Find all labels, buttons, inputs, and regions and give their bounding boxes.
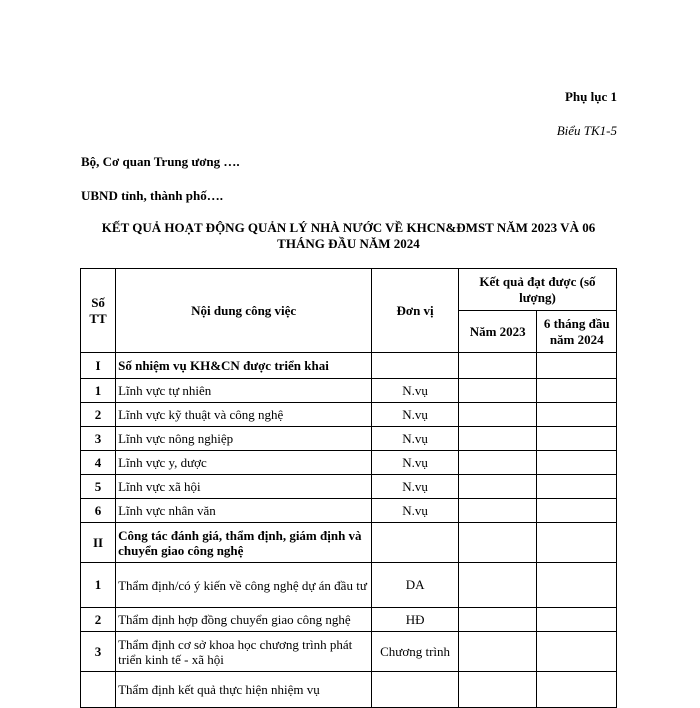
- table-row: [81, 608, 617, 632]
- row-content: Công tác đánh giá, thẩm định, giám định và chuyển giao công nghệ: [116, 523, 372, 563]
- table-row: [81, 353, 617, 379]
- row-stt: 6: [81, 499, 116, 523]
- header-content: Nội dung công việc: [116, 269, 372, 353]
- row-stt: 5: [81, 475, 116, 499]
- row-content: Lĩnh vực kỹ thuật và công nghệ: [116, 403, 372, 427]
- row-year-2023: [458, 451, 536, 475]
- table-row: [81, 379, 617, 403]
- row-year-2023: [458, 379, 536, 403]
- row-year-2023: [458, 499, 536, 523]
- table-row: [81, 475, 617, 499]
- row-unit: N.vụ: [372, 427, 459, 451]
- row-year-2023: [458, 672, 536, 708]
- row-stt: I: [81, 353, 116, 379]
- row-half-2024: [537, 499, 617, 523]
- row-unit: [372, 523, 459, 563]
- appendix-label: Phụ lục 1: [564, 89, 617, 104]
- form-code: Biểu TK1-5: [556, 123, 617, 138]
- row-content: Lĩnh vực xã hội: [116, 475, 372, 499]
- row-year-2023: [458, 475, 536, 499]
- row-half-2024: [537, 563, 617, 608]
- row-content: Số nhiệm vụ KH&CN được triển khai: [116, 353, 372, 379]
- province-line: UBND tỉnh, thành phố….: [81, 188, 223, 203]
- row-half-2024: [537, 608, 617, 632]
- row-half-2024: [537, 353, 617, 379]
- row-stt: 3: [81, 632, 116, 672]
- row-stt: 1: [81, 379, 116, 403]
- row-year-2023: [458, 403, 536, 427]
- ministry-line: Bộ, Cơ quan Trung ương ….: [81, 154, 240, 169]
- row-stt: 2: [81, 403, 116, 427]
- row-content: Thẩm định/có ý kiến về công nghệ dự án đầu tư: [116, 563, 372, 608]
- row-content: Thẩm định hợp đồng chuyển giao công nghệ: [116, 608, 372, 632]
- header-year-2023: Năm 2023: [458, 311, 536, 353]
- header-unit: Đơn vị: [372, 269, 459, 353]
- header-result: Kết quả đạt được (số lượng): [458, 269, 616, 311]
- row-stt: 3: [81, 427, 116, 451]
- table-row: [81, 403, 617, 427]
- row-content: Lĩnh vực tự nhiên: [116, 379, 372, 403]
- row-unit: DA: [372, 563, 459, 608]
- report-table: [80, 268, 617, 708]
- row-half-2024: [537, 451, 617, 475]
- row-half-2024: [537, 379, 617, 403]
- row-half-2024: [537, 403, 617, 427]
- row-unit: [372, 353, 459, 379]
- row-content: Lĩnh vực nông nghiệp: [116, 427, 372, 451]
- row-year-2023: [458, 523, 536, 563]
- row-stt: II: [81, 523, 116, 563]
- table-row: [81, 672, 617, 708]
- row-stt: 2: [81, 608, 116, 632]
- row-unit: N.vụ: [372, 475, 459, 499]
- row-unit: N.vụ: [372, 451, 459, 475]
- row-stt: [81, 672, 116, 708]
- row-unit: [372, 672, 459, 708]
- row-unit: N.vụ: [372, 403, 459, 427]
- table-row: [81, 632, 617, 672]
- row-year-2023: [458, 632, 536, 672]
- row-year-2023: [458, 563, 536, 608]
- row-half-2024: [537, 632, 617, 672]
- row-year-2023: [458, 427, 536, 451]
- row-stt: 1: [81, 563, 116, 608]
- row-unit: N.vụ: [372, 499, 459, 523]
- row-half-2024: [537, 523, 617, 563]
- table-row: [81, 523, 617, 563]
- table-row: [81, 563, 617, 608]
- row-half-2024: [537, 475, 617, 499]
- row-unit: N.vụ: [372, 379, 459, 403]
- row-year-2023: [458, 353, 536, 379]
- row-half-2024: [537, 427, 617, 451]
- table-row: [81, 499, 617, 523]
- header-half-2024: 6 tháng đầu năm 2024: [537, 311, 617, 353]
- row-content: Lĩnh vực nhân văn: [116, 499, 372, 523]
- table-row: [81, 451, 617, 475]
- row-half-2024: [537, 672, 617, 708]
- row-content: Thẩm định kết quả thực hiện nhiệm vụ: [116, 672, 372, 708]
- row-content: Lĩnh vực y, dược: [116, 451, 372, 475]
- report-title: KẾT QUẢ HOẠT ĐỘNG QUẢN LÝ NHÀ NƯỚC VỀ KHCN&ĐMST NĂM 2023 VÀ 06 THÁNG ĐẦU NĂM 2024: [101, 220, 596, 251]
- row-unit: HĐ: [372, 608, 459, 632]
- row-unit: Chương trình: [372, 632, 459, 672]
- row-content: Thẩm định cơ sở khoa học chương trình phát triển kinh tế - xã hội: [116, 632, 372, 672]
- row-stt: 4: [81, 451, 116, 475]
- row-year-2023: [458, 608, 536, 632]
- table-row: [81, 427, 617, 451]
- header-stt: Số TT: [81, 269, 116, 353]
